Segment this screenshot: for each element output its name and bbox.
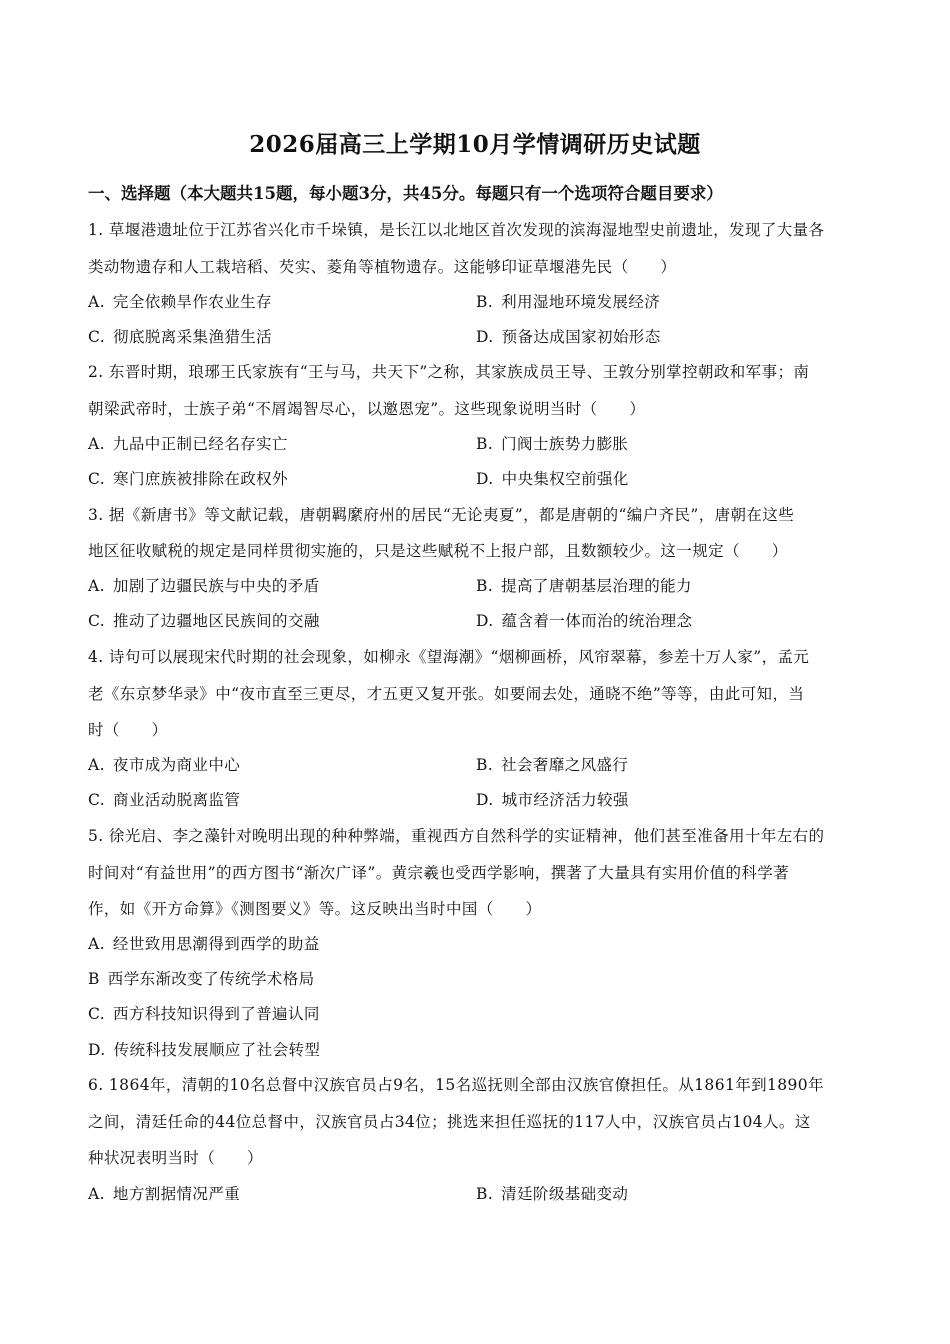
question-text-line: 种状况表明当时（ ） (88, 1149, 263, 1167)
option-d[interactable]: D. 中央集权空前强化 (476, 470, 629, 488)
question-text-line: 6. 1864年，清朝的10名总督中汉族官员占9名，15名巡抚则全部由汉族官僚担任。从1861年到1890年 (88, 1076, 824, 1094)
option-c[interactable]: C. 彻底脱离采集渔猎生活 (88, 328, 273, 346)
option-a[interactable]: A. 夜市成为商业中心 (88, 756, 241, 774)
question-text-line: 2. 东晋时期，琅琊王氏家族有“王与马，共天下”之称，其家族成员王导、王敦分别掌控朝政和军事；南 (88, 363, 810, 381)
option-c[interactable]: C. 商业活动脱离监管 (88, 791, 241, 809)
question-text-line: 3. 据《新唐书》等文献记载，唐朝羁縻府州的居民“无论夷夏”，都是唐朝的“编户齐民”，唐朝在这些 (88, 506, 795, 524)
option-a[interactable]: A. 地方割据情况严重 (88, 1185, 241, 1203)
option-b[interactable]: B. 提高了唐朝基层治理的能力 (476, 577, 692, 595)
question-text-line: 之间，清廷任命的44位总督中，汉族官员占34位；挑选来担任巡抚的117人中，汉族官员占104人。这 (88, 1113, 811, 1131)
question-text-line: 朝梁武帝时，士族子弟“不屑竭智尽心，以邀恩宠”。这些现象说明当时（ ） (88, 400, 646, 418)
option-c[interactable]: C. 推动了边疆地区民族间的交融 (88, 612, 320, 630)
option-d[interactable]: D. 预备达成国家初始形态 (476, 328, 661, 346)
page-title: 2026届高三上学期10月学情调研历史试题 (249, 131, 701, 158)
question-text-line: 4. 诗句可以展现宋代时期的社会现象，如柳永《望海潮》“烟柳画桥，风帘翠幕，参差十万人家”，孟元 (88, 648, 810, 666)
option-a[interactable]: A. 完全依赖旱作农业生存 (88, 293, 272, 311)
option-b[interactable]: B 西学东渐改变了传统学术格局 (88, 970, 315, 988)
option-a[interactable]: A. 九品中正制已经名存实亡 (88, 435, 288, 453)
question-text-line: 作，如《开方命算》《测图要义》等。这反映出当时中国（ ） (88, 900, 542, 918)
section-heading: 一、选择题（本大题共15题，每小题3分，共45分。每题只有一个选项符合题目要求） (88, 184, 723, 203)
question-text-line: 老《东京梦华录》中“夜市直至三更尽，才五更又复开张。如要闹去处，通晓不绝”等等，由此可知，当 (88, 685, 805, 703)
option-a[interactable]: A. 经世致用思潮得到西学的助益 (88, 935, 320, 953)
option-b[interactable]: B. 门阀士族势力膨胀 (476, 435, 629, 453)
option-c[interactable]: C. 西方科技知识得到了普遍认同 (88, 1005, 320, 1023)
question-text-line: 时间对“有益世用”的西方图书“渐次广译”。黄宗羲也受西学影响，撰著了大量具有实用价值的科学著 (88, 864, 790, 882)
option-b[interactable]: B. 利用湿地环境发展经济 (476, 293, 661, 311)
option-b[interactable]: B. 清廷阶级基础变动 (476, 1185, 629, 1203)
question-text-line: 地区征收赋税的规定是同样贯彻实施的，只是这些赋税不上报户部，且数额较少。这一规定（ ） (88, 542, 788, 560)
option-d[interactable]: D. 蕴含着一体而治的统治理念 (476, 612, 693, 630)
option-d[interactable]: D. 传统科技发展顺应了社会转型 (88, 1041, 321, 1059)
question-text-line: 时（ ） (88, 721, 168, 739)
question-text-line: 5. 徐光启、李之藻针对晚明出现的种种弊端，重视西方自然科学的实证精神，他们甚至准备用十年左右的 (88, 827, 825, 845)
question-text-line: 1. 草堰港遗址位于江苏省兴化市千垛镇，是长江以北地区首次发现的滨海湿地型史前遗址，发现了大量各 (88, 221, 825, 239)
question-text-line: 类动物遗存和人工栽培稻、芡实、菱角等植物遗存。这能够印证草堰港先民（ ） (88, 258, 677, 276)
option-c[interactable]: C. 寒门庶族被排除在政权外 (88, 470, 288, 488)
option-b[interactable]: B. 社会奢靡之风盛行 (476, 756, 629, 774)
option-a[interactable]: A. 加剧了边疆民族与中央的矛盾 (88, 577, 320, 595)
option-d[interactable]: D. 城市经济活力较强 (476, 791, 629, 809)
